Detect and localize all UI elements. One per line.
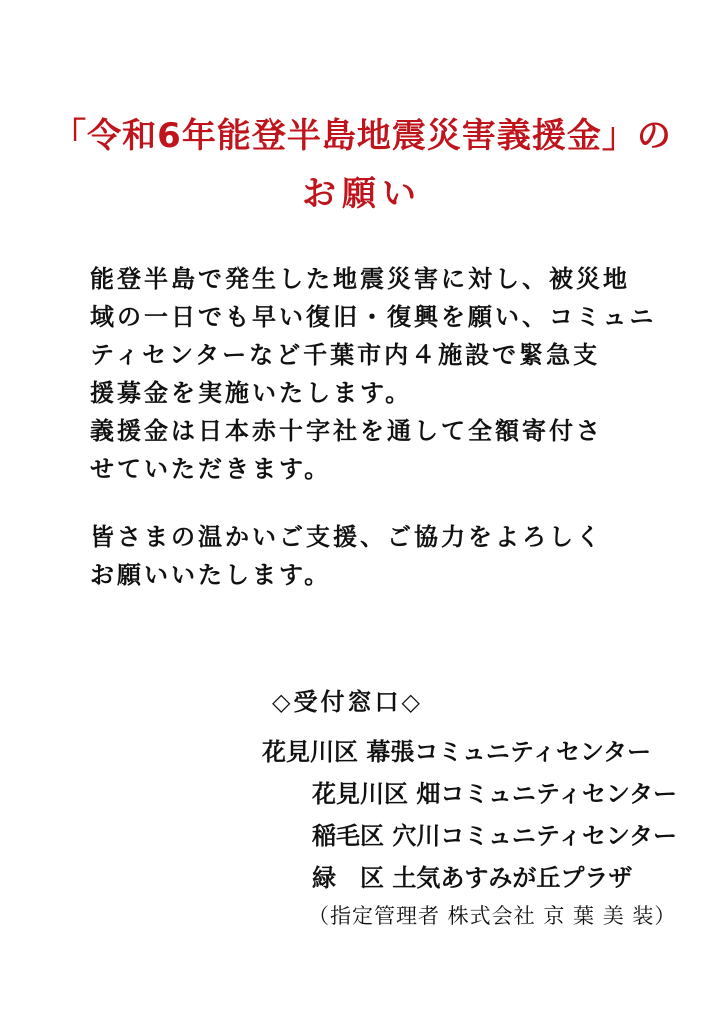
intro-line: ティセンターなど千葉市内４施設で緊急支 xyxy=(90,341,601,369)
intro-line: せていただきます。 xyxy=(90,455,332,483)
page-title: 「令和6年能登半島地震災害義援金」の xyxy=(52,116,672,156)
page-subtitle: お願い xyxy=(302,174,422,214)
venue-item: 花見川区 畑コミュニティセンター xyxy=(312,780,677,808)
venue-item: 稲毛区 穴川コミュニティセンター xyxy=(312,822,677,850)
venue-item: 花見川区 幕張コミュニティセンター xyxy=(262,738,651,766)
request-line: お願いいたします。 xyxy=(90,561,332,589)
reception-heading: ◇受付窓口◇ xyxy=(272,688,423,716)
request-line: 皆さまの温かいご支援、ご協力をよろしく xyxy=(90,523,603,551)
intro-line: 義援金は日本赤十字社を通して全額寄付さ xyxy=(90,417,603,445)
intro-line: 域の一日でも早い復旧・復興を願い、コミュニ xyxy=(90,303,657,331)
intro-paragraph xyxy=(90,260,660,488)
intro-line: 能登半島で発生した地震災害に対し、被災地 xyxy=(90,265,630,293)
request-paragraph xyxy=(90,518,660,594)
manager-note: （指定管理者 株式会社 京 葉 美 装） xyxy=(308,904,677,928)
venue-item: 緑 区 土気あすみが丘プラザ xyxy=(312,864,633,892)
intro-line: 援募金を実施いたします。 xyxy=(90,379,413,407)
